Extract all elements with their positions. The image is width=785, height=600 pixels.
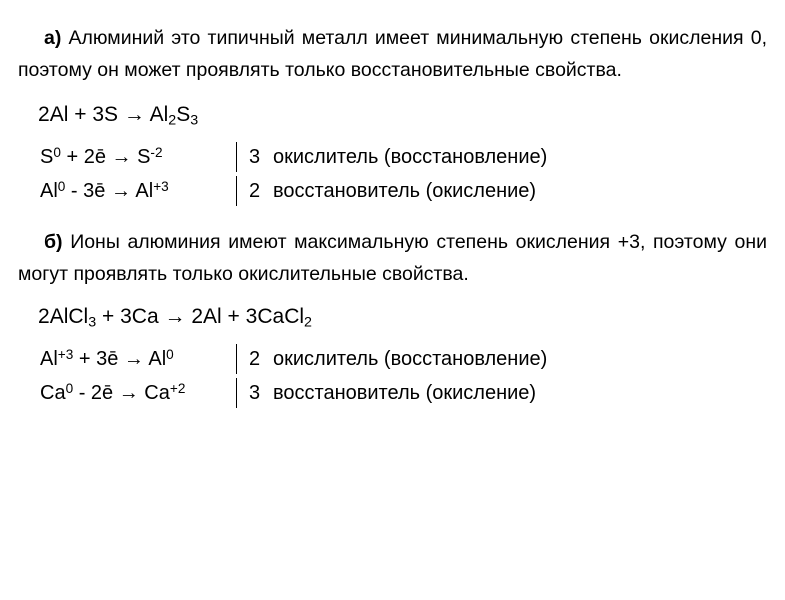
- equation-a-product2: S: [176, 103, 191, 126]
- equation-b-plus2: +: [227, 304, 240, 328]
- half-reaction-operator: - 3ē: [70, 180, 106, 203]
- equation-b-plus: +: [101, 304, 115, 328]
- half-reaction-species-left-sup: 0: [57, 179, 66, 195]
- half-reaction-equation: [40, 146, 236, 167]
- equation-b-reactant1: AlCl: [49, 304, 89, 328]
- half-reaction-equation: [40, 382, 236, 403]
- equation-a: [32, 100, 767, 134]
- vertical-divider: [236, 344, 237, 374]
- half-reaction-species-left: Ca: [40, 382, 66, 405]
- equation-b-product2: CaCl: [257, 304, 305, 328]
- paragraph-a-text: Алюминий это типичный металл имеет минимальную степень окисления 0, поэтому он может проявлять только восстановительные свойства.: [18, 27, 767, 81]
- half-reaction-arrow: →: [111, 146, 132, 169]
- half-reaction-species-right: Al: [148, 348, 167, 371]
- half-reaction-species-right-sup: 0: [166, 347, 174, 363]
- half-reaction-row: [32, 176, 767, 206]
- half-reaction-coefficient: 2: [249, 179, 261, 202]
- equation-a-reactant2: S: [104, 103, 119, 126]
- paragraph-b-marker: б): [44, 230, 63, 253]
- half-reaction-species-left: Al: [40, 180, 58, 203]
- half-reaction-coefficient: 2: [249, 347, 261, 370]
- half-reaction-role: окислитель (восстановление): [273, 347, 548, 370]
- equation-a-plus: +: [74, 103, 87, 126]
- equation-a-product1-sub: 2: [168, 112, 177, 129]
- half-reaction-operator: + 2ē: [66, 146, 106, 169]
- equation-b-product1: Al: [203, 304, 222, 328]
- half-reaction-species-left-sup: +3: [57, 347, 74, 363]
- half-reaction-row: [32, 344, 767, 374]
- paragraph-b: [18, 226, 767, 290]
- equation-b-product2-coef: 3: [245, 304, 258, 328]
- equation-b-reactant1-coef: 2: [38, 304, 50, 328]
- half-reaction-equation: [40, 180, 236, 201]
- equation-b-product2-sub: 2: [304, 314, 312, 331]
- half-reaction-coefficient: 3: [249, 381, 261, 404]
- half-reaction-species-left-sup: 0: [53, 145, 61, 161]
- half-reaction-arrow: →: [118, 382, 139, 405]
- equation-b-product1-coef: 2: [191, 304, 204, 328]
- half-reaction-species-right-sup: +3: [153, 179, 169, 195]
- equation-b-reactant2-coef: 3: [120, 304, 132, 328]
- equation-a-reactant1-coef: 2: [38, 103, 50, 126]
- half-reaction-arrow: →: [110, 180, 131, 203]
- half-reaction-species-left: S: [40, 146, 54, 169]
- half-reaction-species-right-sup: +2: [169, 381, 186, 397]
- equation-a-reactant1: Al: [49, 103, 69, 126]
- half-reaction-species-right: Ca: [144, 382, 170, 405]
- vertical-divider: [236, 176, 237, 206]
- half-reaction-arrow: →: [123, 348, 144, 371]
- paragraph-a-marker: а): [44, 27, 62, 49]
- equation-b-reactant1-sub: 3: [88, 314, 97, 331]
- half-reaction-role: окислитель (восстановление): [273, 145, 548, 168]
- equation-a-product1: Al: [149, 103, 169, 126]
- half-reaction-role: восстановитель (окисление): [273, 179, 537, 202]
- equation-group-b: [32, 302, 767, 408]
- half-reaction-role: восстановитель (окисление): [273, 381, 537, 404]
- half-reaction-species-right: Al: [135, 180, 154, 203]
- equation-a-reactant2-coef: 3: [92, 103, 105, 126]
- half-reaction-operator: + 3ē: [78, 348, 119, 371]
- half-reaction-equation: [40, 348, 236, 369]
- equation-group-a: [32, 100, 767, 206]
- equation-b-arrow: →: [164, 304, 186, 328]
- half-reaction-row: [32, 378, 767, 408]
- vertical-divider: [236, 378, 237, 408]
- equation-b: [32, 302, 767, 336]
- equation-a-arrow: →: [123, 103, 145, 126]
- equation-a-product2-sub: 3: [190, 112, 199, 129]
- half-reaction-species-left-sup: 0: [65, 381, 74, 397]
- equation-b-reactant2: Ca: [131, 304, 159, 328]
- half-reaction-coefficient: 3: [249, 145, 261, 168]
- paragraph-b-text: Ионы алюминия имеют максимальную степень окисления +3, поэтому они могут проявлять только окислительные свойства.: [18, 230, 767, 285]
- half-reaction-operator: - 2ē: [78, 382, 114, 405]
- half-reaction-species-left: Al: [40, 348, 58, 371]
- half-reaction-species-right-sup: -2: [150, 145, 163, 161]
- half-reaction-row: [32, 142, 767, 172]
- paragraph-a: [18, 22, 767, 86]
- section-spacer: [18, 210, 767, 226]
- vertical-divider: [236, 142, 237, 172]
- half-reaction-species-right: S: [137, 146, 151, 169]
